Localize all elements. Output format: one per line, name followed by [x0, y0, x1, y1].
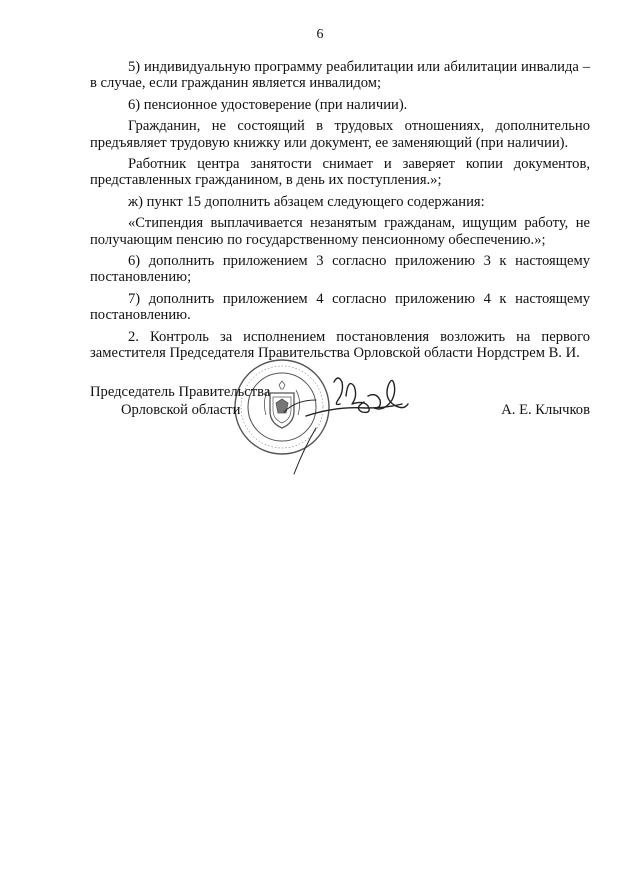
paragraph-control-clause: 2. Контроль за исполнением постановления возложить на первого заместителя Председателя Правительства Орловской области Нордстрем В. И. — [90, 328, 590, 362]
signature-title-block — [90, 383, 270, 419]
paragraph-citizen-work-book: Гражданин, не состоящий в трудовых отношениях, дополнительно предъявляет трудовую книжку или документ, ее заменяющий (при наличии). — [90, 118, 590, 151]
signatory-region: Орловской области — [121, 402, 241, 418]
paragraph-appendix-3: 6) дополнить приложением 3 согласно приложению 3 к настоящему постановлению; — [90, 253, 590, 286]
paragraph-appendix-4: 7) дополнить приложением 4 согласно приложению 4 к настоящему постановлению. — [90, 290, 590, 324]
paragraph-stipend-quote: «Стипендия выплачивается незанятым гражданам, ищущим работу, не получающим пенсию по государственному пенсионному обеспечению.»; — [90, 215, 590, 248]
paragraph-point-zh: ж) пункт 15 дополнить абзацем следующего содержания: — [128, 193, 485, 210]
signatory-name: А. Е. Клычков — [501, 402, 590, 418]
document-body — [90, 59, 590, 362]
paragraph-employment-center-copies: Работник центра занятости снимает и заверяет копии документов, представленных гражданином, в день их поступления.»; — [90, 156, 590, 189]
paragraph-item-6: 6) пенсионное удостоверение (при наличии). — [128, 96, 408, 113]
handwritten-signature-icon — [276, 356, 426, 476]
paragraph-item-5: 5) индивидуальную программу реабилитации или абилитации инвалида – в случае, если гражданин является инвалидом; — [90, 59, 590, 92]
page-number: 6 — [316, 27, 324, 42]
signatory-position: Председатель Правительства — [90, 384, 271, 400]
